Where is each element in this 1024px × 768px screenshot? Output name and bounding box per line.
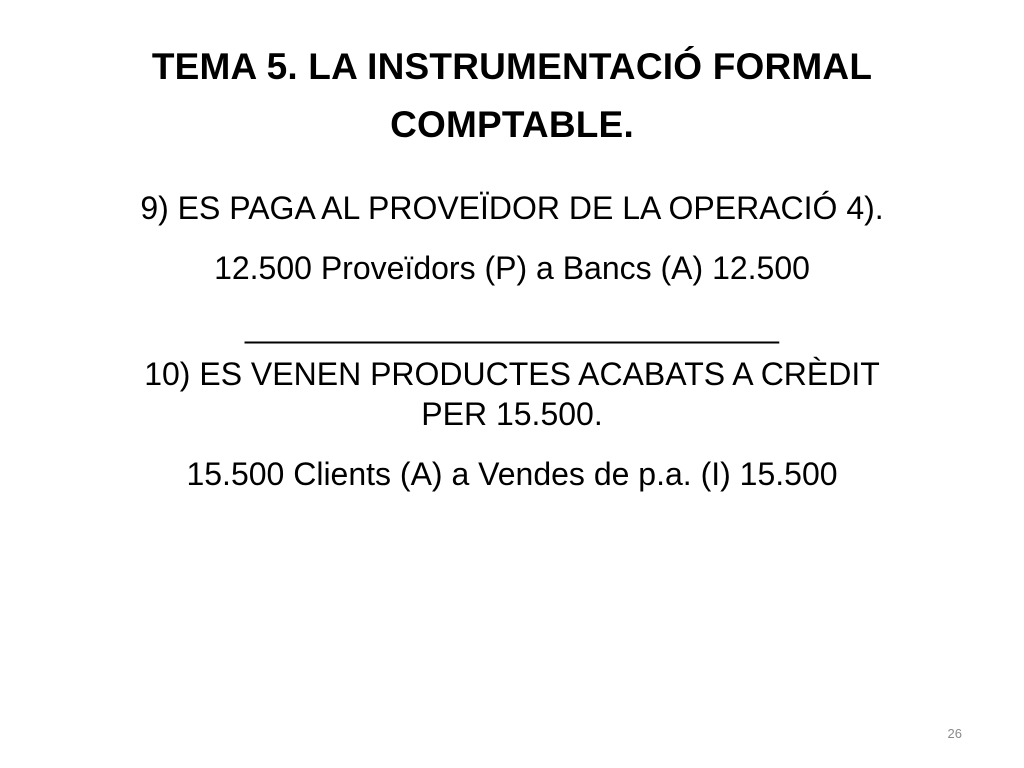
slide-title: [40, 38, 984, 154]
slide-title-line-1: TEMA 5. LA INSTRUMENTACIÓ FORMAL: [151, 46, 873, 87]
slide-title-line-2: COMPTABLE.: [390, 104, 634, 145]
page-number: 26: [947, 726, 962, 741]
operation-9-journal-entry: [40, 248, 984, 288]
operation-9-heading: [40, 188, 984, 228]
separator-line-text: ______________________________: [245, 308, 779, 344]
operation-10-journal-entry-text: 15.500 Clients (A) a Vendes de p.a. (I) 15.500: [186, 456, 838, 492]
operation-9-journal-entry-text: 12.500 Proveïdors (P) a Bancs (A) 12.500: [214, 250, 810, 286]
operation-10-heading: [40, 354, 984, 434]
slide-body: [40, 188, 984, 514]
operation-10-heading-line-1: 10) ES VENEN PRODUCTES ACABATS A CRÈDIT: [144, 356, 880, 392]
separator-line: [40, 308, 984, 344]
operation-10-journal-entry: [40, 454, 984, 494]
operation-9-heading-text: 9) ES PAGA AL PROVEÏDOR DE LA OPERACIÓ 4).: [140, 190, 884, 226]
operation-10-heading-line-2: PER 15.500.: [421, 396, 603, 432]
